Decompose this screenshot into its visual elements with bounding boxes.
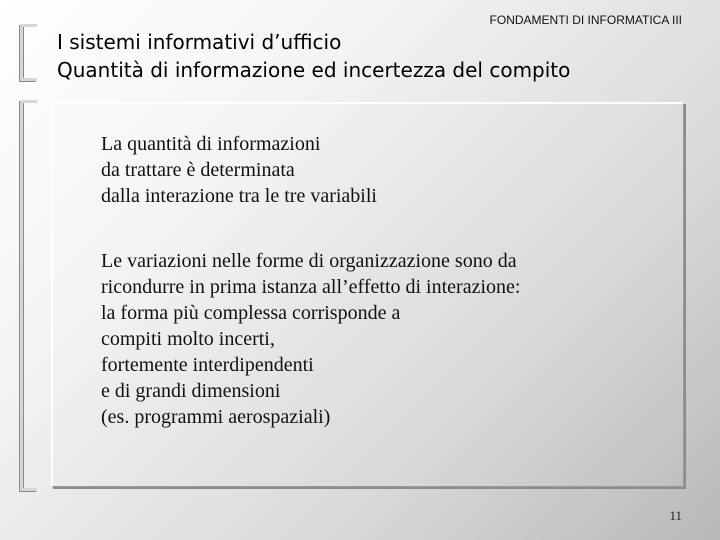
course-label: FONDAMENTI DI INFORMATICA III bbox=[489, 13, 682, 27]
slide-subtitle: Quantità di informazione ed incertezza del compito bbox=[57, 58, 571, 82]
paragraph-2-line: la forma più complessa corrisponde a bbox=[101, 302, 401, 324]
paragraph-2-line: e di grandi dimensioni bbox=[101, 380, 281, 402]
paragraph-1 bbox=[101, 131, 377, 209]
paragraph-1-line: La quantità di informazioni bbox=[101, 133, 321, 155]
paragraph-2 bbox=[101, 248, 520, 430]
content-bracket-decoration bbox=[20, 100, 37, 491]
paragraph-2-line: (es. programmi aerospaziali) bbox=[101, 406, 331, 428]
paragraph-2-line: fortemente interdipendenti bbox=[101, 354, 314, 376]
paragraph-2-line: compiti molto incerti, bbox=[101, 328, 275, 350]
page-number: 11 bbox=[669, 508, 682, 523]
paragraph-2-line: Le variazioni nelle forme di organizzazione sono da bbox=[101, 250, 517, 272]
title-bracket-decoration bbox=[20, 24, 37, 81]
paragraph-1-line: da trattare è determinata bbox=[101, 159, 295, 181]
paragraph-2-line: ricondurre in prima istanza all’effetto di interazione: bbox=[101, 276, 521, 298]
paragraph-1-line: dalla interazione tra le tre variabili bbox=[101, 185, 377, 207]
slide-title: I sistemi informativi d’ufficio bbox=[57, 30, 342, 54]
